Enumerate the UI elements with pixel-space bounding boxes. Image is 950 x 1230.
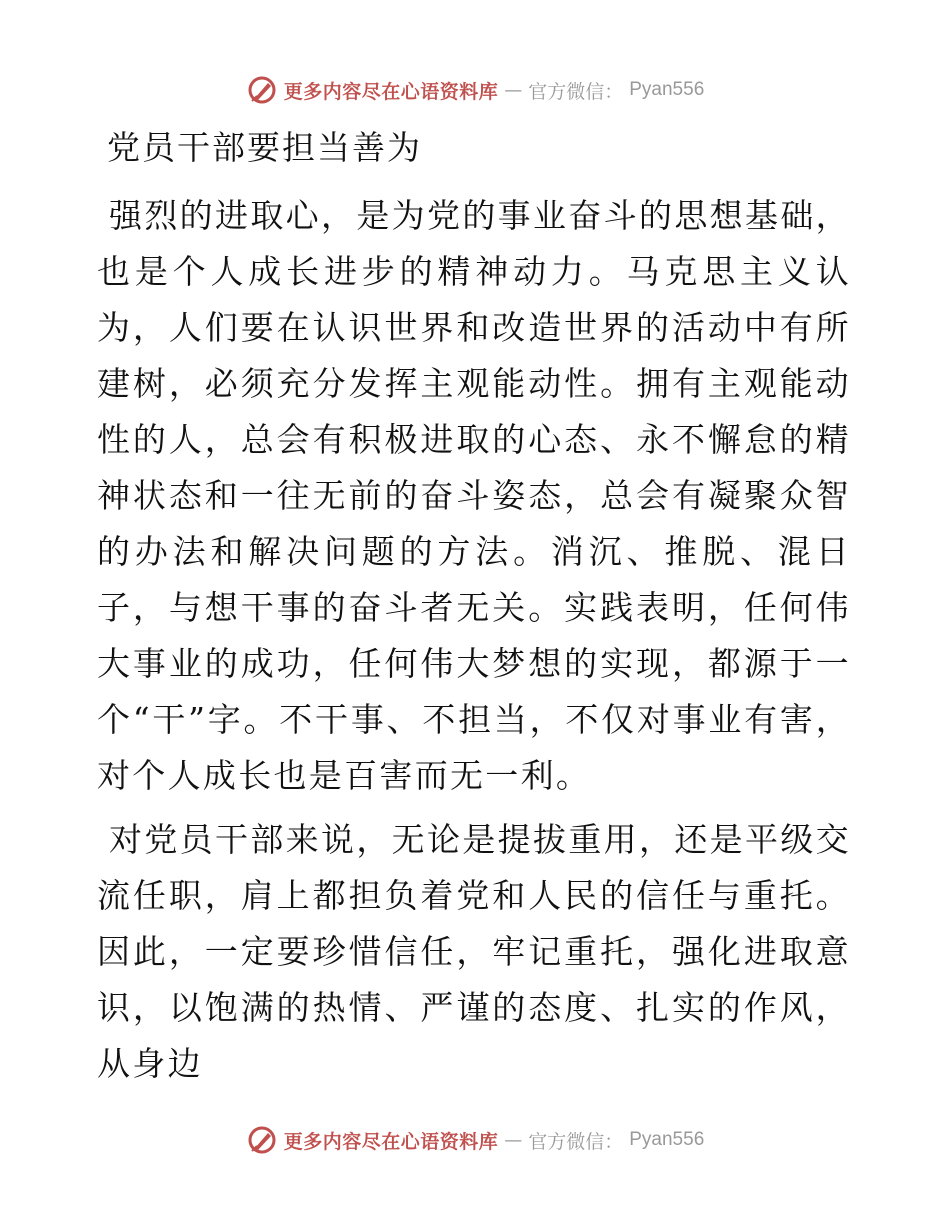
watermark-wechat-id: Pyan556 — [629, 79, 705, 100]
document-body — [97, 126, 851, 1100]
watermark-dash: — — [504, 79, 523, 101]
footer-watermark — [0, 1120, 950, 1160]
watermark-brand-text: 更多内容尽在心语资料库 — [283, 80, 499, 103]
header-watermark — [0, 70, 950, 110]
watermark-dash: — — [504, 1129, 523, 1151]
document-title: 党员干部要担当善为 — [107, 128, 422, 167]
paragraph: 强烈的进取心，是为党的事业奋斗的思想基础，也是个人成长进步的精神动力。马克思主义认为，人们要在认识世界和改造世界的活动中有所建树，必须充分发挥主观能动性。拥有主观能动性的人，总会有积极进取的心态、永不懈怠的精神状态和一往无前的奋斗姿态，总会有凝聚众智的办法和解决问题的方法。消沉、推脱、混日子，与想干事的奋斗者无关。实践表明，任何伟大事业的成功，任何伟大梦想的实现，都源于一个“干”字。不干事、不担当，不仅对事业有害，对个人成长也是百害而无一利。 — [97, 196, 851, 795]
paragraph: 对党员干部来说，无论是提拔重用，还是平级交流任职，肩上都担负着党和人民的信任与重托。因此，一定要珍惜信任，牢记重托，强化进取意识，以饱满的热情、严谨的态度、扎实的作风，从身边 — [97, 820, 851, 1083]
quill-logo-icon — [246, 74, 278, 106]
watermark-wechat-id: Pyan556 — [629, 1129, 705, 1150]
watermark-brand-text: 更多内容尽在心语资料库 — [283, 1130, 499, 1153]
watermark-wechat-label: 官方微信： — [528, 80, 624, 103]
watermark-wechat-label: 官方微信： — [528, 1130, 624, 1153]
quill-logo-icon — [246, 1124, 278, 1156]
